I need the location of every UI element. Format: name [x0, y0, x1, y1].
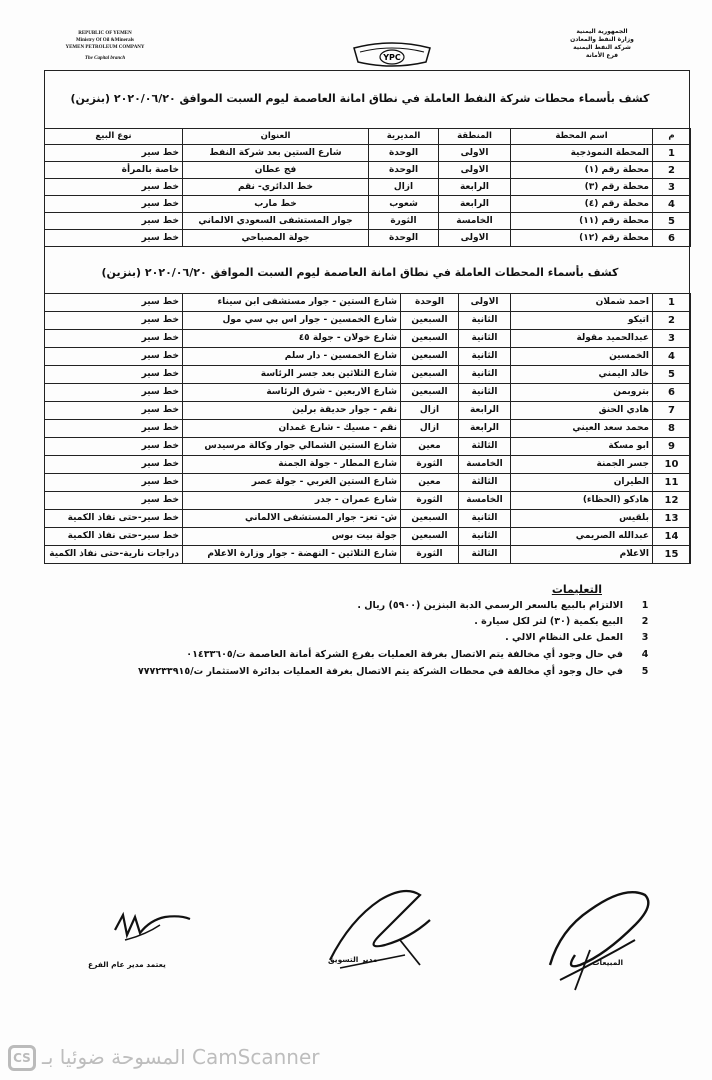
instruction-text: الالتزام بالبيع بالسعر الرسمي الدبة البنزين (٥٩٠٠) ريال .: [357, 600, 623, 611]
cell-district: ازال: [369, 179, 439, 196]
cell-district: معين: [401, 438, 459, 456]
table-row: [45, 230, 691, 247]
cell-district: السبعين: [401, 348, 459, 366]
cell-number: 2: [653, 162, 691, 179]
cell-number: 5: [653, 213, 691, 230]
cell-zone: الثانية: [459, 366, 511, 384]
signature-right-label: المبيعات: [592, 958, 624, 967]
cell-station: محطة رقم (١): [511, 162, 653, 179]
column-header: م: [653, 129, 691, 145]
cell-sale-type: خط سير: [45, 474, 183, 492]
header-arabic-line: الجمهورية اليمنية: [576, 28, 628, 35]
cell-zone: الرابعة: [439, 179, 511, 196]
table-row: [45, 145, 691, 162]
cell-station: محطة رقم (١١): [511, 213, 653, 230]
cell-station: هادي الحنق: [511, 402, 653, 420]
cell-address: فج عطان: [183, 162, 369, 179]
cell-address: خط مارب: [183, 196, 369, 213]
cell-station: محطة رقم (١٢): [511, 230, 653, 247]
cell-district: الوحدة: [401, 294, 459, 312]
cell-zone: الاولى: [439, 145, 511, 162]
cell-number: 4: [653, 196, 691, 213]
cell-zone: الثانية: [459, 348, 511, 366]
cell-district: معين: [401, 474, 459, 492]
cell-number: 4: [653, 348, 691, 366]
cell-address: شارع الستين بعد شركة النفط: [183, 145, 369, 162]
column-header: نوع البيع: [45, 129, 183, 145]
column-header: المنطقة: [439, 129, 511, 145]
cell-zone: الخامسة: [439, 213, 511, 230]
signature-middle-label: مدير التسويق: [328, 955, 378, 964]
cell-station: محطة رقم (٤): [511, 196, 653, 213]
instruction-number: 5: [641, 666, 649, 677]
instruction-item: [57, 632, 657, 646]
table-row: [45, 366, 691, 384]
cell-address: نقم - جوار حديقة برلين: [183, 402, 401, 420]
cell-district: السبعين: [401, 330, 459, 348]
cell-sale-type: خط سير: [45, 312, 183, 330]
cell-station: خالد اليمني: [511, 366, 653, 384]
instruction-number: 4: [641, 649, 649, 660]
header-arabic-line: وزارة النفط والمعادن: [570, 36, 634, 43]
cell-number: 5: [653, 366, 691, 384]
cell-number: 1: [653, 145, 691, 162]
column-header: اسم المحطة: [511, 129, 653, 145]
table-row: [45, 162, 691, 179]
cell-station: احمد شملان: [511, 294, 653, 312]
cell-station: هادكو (الحظاء): [511, 492, 653, 510]
cell-sale-type: خط سير: [45, 294, 183, 312]
cell-address: شارع الخمسين - دار سلم: [183, 348, 401, 366]
cell-zone: الثانية: [459, 330, 511, 348]
table-row: [45, 179, 691, 196]
instruction-item: [57, 649, 657, 663]
cell-zone: الاولى: [439, 162, 511, 179]
cell-sale-type: خط سير: [45, 438, 183, 456]
table-row: [45, 528, 691, 546]
cell-sale-type: خط سير: [45, 402, 183, 420]
cell-district: السبعين: [401, 528, 459, 546]
cell-address: جولة بيت بوس: [183, 528, 401, 546]
cell-station: عبدالله الصريمي: [511, 528, 653, 546]
camscanner-logo: CS: [8, 1045, 36, 1071]
cell-zone: الرابعة: [459, 420, 511, 438]
cell-station: ابو مسكة: [511, 438, 653, 456]
header-english-line: Ministry Of Oil &Minerals: [76, 38, 134, 43]
cell-sale-type: خط سير: [45, 330, 183, 348]
cell-address: شارع خولان - جولة ٤٥: [183, 330, 401, 348]
cell-district: السبعين: [401, 510, 459, 528]
cell-address: شارع الستين - جوار مستشفى ابن سيناء: [183, 294, 401, 312]
cell-address: نقم - مسيك - شارع غمدان: [183, 420, 401, 438]
table-row: [45, 348, 691, 366]
table-row: [45, 492, 691, 510]
cell-zone: الرابعة: [439, 196, 511, 213]
table-row: [45, 294, 691, 312]
cell-zone: الثالثة: [459, 438, 511, 456]
column-header: المديرية: [369, 129, 439, 145]
cell-address: خط الدائري- نقم: [183, 179, 369, 196]
cell-zone: الخامسة: [459, 456, 511, 474]
header-arabic-line: فرع الأمانة: [585, 52, 619, 59]
cell-number: 12: [653, 492, 691, 510]
cell-zone: الثانية: [459, 312, 511, 330]
cell-sale-type: دراجات نارية-حتى نفاذ الكمية: [45, 546, 183, 564]
cell-number: 6: [653, 230, 691, 247]
cell-address: شارع الستين الشمالي جوار وكالة مرسيدس: [183, 438, 401, 456]
cell-address: ش- تعز- جوار المستشفى الالماني: [183, 510, 401, 528]
cell-zone: الثانية: [459, 384, 511, 402]
cell-number: 13: [653, 510, 691, 528]
cell-sale-type: خط سير: [45, 213, 183, 230]
cell-number: 3: [653, 330, 691, 348]
cell-zone: الخامسة: [459, 492, 511, 510]
cell-zone: الاولى: [439, 230, 511, 247]
company-logo: [352, 40, 432, 70]
cell-number: 1: [653, 294, 691, 312]
cell-station: الطيران: [511, 474, 653, 492]
cell-station: المحطة النموذجية: [511, 145, 653, 162]
header-english-line: YEMEN PETROLEUM COMPANY: [65, 45, 145, 50]
instruction-item: [57, 616, 657, 630]
cell-district: الثورة: [401, 456, 459, 474]
instruction-text: في حال وجود أي مخالفة في محطات الشركة يتم الاتصال بغرفة العمليات بدائرة الاستثمار ت/٧٧٧٢٣٣٩١٥: [137, 666, 623, 677]
cell-zone: الثالثة: [459, 474, 511, 492]
table1-title: كشف بأسماء محطات شركة النفط العاملة في نطاق امانة العاصمة ليوم السبت الموافق ٢٠٢٠/٠٦/٢٠ (بنزين): [70, 92, 650, 105]
cell-sale-type: خط سير-حتى نفاذ الكمية: [45, 510, 183, 528]
cell-district: الوحدة: [369, 162, 439, 179]
cell-zone: الثانية: [459, 528, 511, 546]
signature-left: [95, 895, 205, 955]
header-arabic: [552, 28, 652, 60]
cell-number: 15: [653, 546, 691, 564]
instruction-number: 2: [641, 616, 649, 627]
instruction-item: [57, 600, 657, 614]
cell-sale-type: خط سير: [45, 348, 183, 366]
cell-address: شارع الثلاثين - النهضة - جوار وزارة الاعلام: [183, 546, 401, 564]
header-arabic-line: شركة النفط اليمنية: [573, 44, 631, 51]
cell-sale-type: خط سير: [45, 456, 183, 474]
column-header: العنوان: [183, 129, 369, 145]
company-stations-table: [44, 128, 691, 247]
table-row: [45, 402, 691, 420]
cell-sale-type: خط سير: [45, 492, 183, 510]
table-row: [45, 384, 691, 402]
cell-sale-type: خط سير-حتى نفاذ الكمية: [45, 528, 183, 546]
table-row: [45, 213, 691, 230]
cell-sale-type: خط سير: [45, 179, 183, 196]
cell-address: شارع الستين الغربي - جولة عصر: [183, 474, 401, 492]
cell-number: 11: [653, 474, 691, 492]
cell-number: 10: [653, 456, 691, 474]
cell-district: شعوب: [369, 196, 439, 213]
cell-number: 6: [653, 384, 691, 402]
cell-number: 3: [653, 179, 691, 196]
instruction-item: [57, 666, 657, 680]
logo-text: YPC: [383, 53, 401, 62]
cell-number: 14: [653, 528, 691, 546]
cell-zone: الاولى: [459, 294, 511, 312]
cell-number: 7: [653, 402, 691, 420]
cell-district: الثورة: [401, 546, 459, 564]
cell-district: ازال: [401, 420, 459, 438]
cell-district: السبعين: [401, 366, 459, 384]
cell-address: جوار المستشفى السعودي الالماني: [183, 213, 369, 230]
cell-number: 9: [653, 438, 691, 456]
signature-left-label: يعتمد مدير عام الفرع: [88, 960, 166, 969]
header-english: [60, 30, 150, 62]
table-row: [45, 546, 691, 564]
header-english-line: The Capital branch: [84, 56, 126, 61]
cell-district: السبعين: [401, 384, 459, 402]
instruction-text: في حال وجود أي مخالفة يتم الاتصال بغرفة العمليات بفرع الشركة أمانة العاصمة ت/٠١٤٣٣٦٠٥: [186, 649, 623, 660]
header-english-line: REPUBLIC OF YEMEN: [78, 31, 132, 36]
cell-district: الثورة: [369, 213, 439, 230]
table-row: [45, 312, 691, 330]
cell-address: شارع الثلاثين بعد جسر الرئاسة: [183, 366, 401, 384]
cell-station: عبدالحميد مقولة: [511, 330, 653, 348]
table-row: [45, 510, 691, 528]
cell-sale-type: خط سير: [45, 196, 183, 213]
cell-station: محمد سعد العيني: [511, 420, 653, 438]
cell-address: شارع عمران - جدر: [183, 492, 401, 510]
cell-address: شارع الخمسين - جوار اس بي سي مول: [183, 312, 401, 330]
instructions-title: التعليمات: [551, 583, 602, 596]
cell-district: الثورة: [401, 492, 459, 510]
cell-station: بلقيس: [511, 510, 653, 528]
table-row: [45, 196, 691, 213]
cell-address: شارع المطار - جولة الجمنة: [183, 456, 401, 474]
cell-district: السبعين: [401, 312, 459, 330]
instruction-text: البيع بكمية (٣٠) لتر لكل سيارة .: [474, 616, 623, 627]
cell-sale-type: خط سير: [45, 145, 183, 162]
cell-station: محطة رقم (٣): [511, 179, 653, 196]
signature-right: [520, 870, 670, 1000]
cell-station: جسر الجمنة: [511, 456, 653, 474]
table-row: [45, 456, 691, 474]
table-row: [45, 330, 691, 348]
camscanner-watermark: المسوحة ضوئيا بـ CamScanner: [42, 1045, 320, 1069]
instruction-number: 1: [641, 600, 649, 611]
cell-station: الخمسين: [511, 348, 653, 366]
cell-number: 8: [653, 420, 691, 438]
cell-sale-type: خط سير: [45, 420, 183, 438]
signature-middle: [310, 880, 450, 990]
table-row: [45, 438, 691, 456]
cell-zone: الثالثة: [459, 546, 511, 564]
cell-district: الوحدة: [369, 230, 439, 247]
cell-sale-type: خط سير: [45, 366, 183, 384]
cell-zone: الرابعة: [459, 402, 511, 420]
table-header-row: [45, 129, 691, 145]
cell-district: ازال: [401, 402, 459, 420]
cell-address: جولة المصباحي: [183, 230, 369, 247]
cell-sale-type: خط سير: [45, 230, 183, 247]
instruction-number: 3: [641, 632, 649, 643]
table-row: [45, 420, 691, 438]
cell-district: الوحدة: [369, 145, 439, 162]
table2-title: كشف بأسماء المحطات العاملة في نطاق امانة العاصمة ليوم السبت الموافق ٢٠٢٠/٠٦/٢٠ (بنزين): [101, 266, 619, 279]
cell-sale-type: خط سير: [45, 384, 183, 402]
private-stations-table: [44, 293, 691, 564]
cell-number: 2: [653, 312, 691, 330]
table-row: [45, 474, 691, 492]
cell-address: شارع الاربعين - شرق الرئاسة: [183, 384, 401, 402]
cell-station: اتيكو: [511, 312, 653, 330]
cell-zone: الثانية: [459, 510, 511, 528]
instruction-text: العمل على النظام الالي .: [505, 632, 623, 643]
cell-station: بتروبمن: [511, 384, 653, 402]
cell-station: الاعلام: [511, 546, 653, 564]
cell-sale-type: خاصة بالمرأة: [45, 162, 183, 179]
